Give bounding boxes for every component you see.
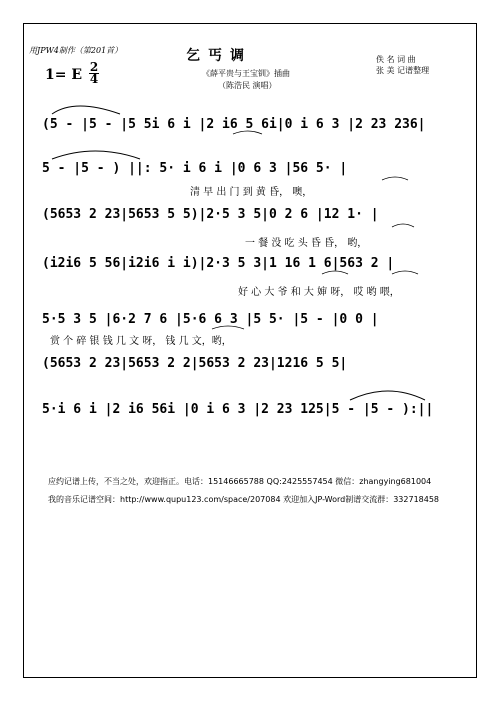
score-row-1: (5 - |5 - |5 5i 6 i |2 i6 5 6i|0 i 6 3 |2 23 236| [42, 117, 426, 132]
score-row-4: (i2i6 5 56|i2i6 i i)|2·3 5 3|1 16 1 6|563 2 | [42, 256, 395, 271]
lyrics-row-4: 好 心 大 爷 和 大 婶 呀， 哎 哟 喂， [238, 287, 400, 298]
key-signature: 1= E [45, 67, 83, 83]
score-row-6: (5653 2 23|5653 2 2|5653 2 23|1216 5 5| [42, 356, 348, 371]
score-row-7: 5·i 6 i |2 i6 56i |0 i 6 3 |2 23 125|5 - |5 - ):|| [42, 402, 434, 417]
maker-note: 用JPW4制作（第201首） [29, 46, 123, 55]
score-row-3: (5653 2 23|5653 5 5)|2·5 3 5|0 2 6 |12 1· | [42, 207, 379, 222]
composer-credit: 佚 名 词 曲 [376, 55, 416, 64]
subtitle: 《薛平贵与王宝钏》插曲 [202, 69, 290, 78]
footer-space-link[interactable]: 我的音乐记谱空间：http://www.qupu123.com/space/207084 欢迎加入JP-Word制谱交流群：332718458 [48, 495, 440, 504]
time-signature-top: 2 [89, 60, 99, 74]
score-row-5: 5·5 3 5 |6·2 7 6 |5·6 6 3 |5 5· |5 - |0 0 | [42, 312, 379, 327]
time-signature-bottom: 4 [89, 72, 99, 86]
lyrics-row-3: 一 餐 没 吃 头 昏 昏， 哟， [245, 238, 368, 249]
song-title: 乞丐调 [186, 48, 252, 64]
singer-credit: （陈浩民 演唱） [218, 81, 277, 90]
score-row-2: 5 - |5 - ) ||: 5· i 6 i |0 6 3 |56 5· | [42, 161, 348, 176]
footer-contact: 应约记谱上传，不当之处，欢迎指正。电话：15146665788 QQ:2425557454 微信：zhangying681004 [48, 477, 432, 486]
lyrics-row-2: 清 早 出 门 到 黄 昏， 噢， [190, 187, 313, 198]
arranger-credit: 张 美 记谱整理 [376, 66, 430, 75]
lyrics-row-5: 赏 个 碎 银 钱 几 文 呀， 钱 几 文，哟， [50, 336, 232, 347]
